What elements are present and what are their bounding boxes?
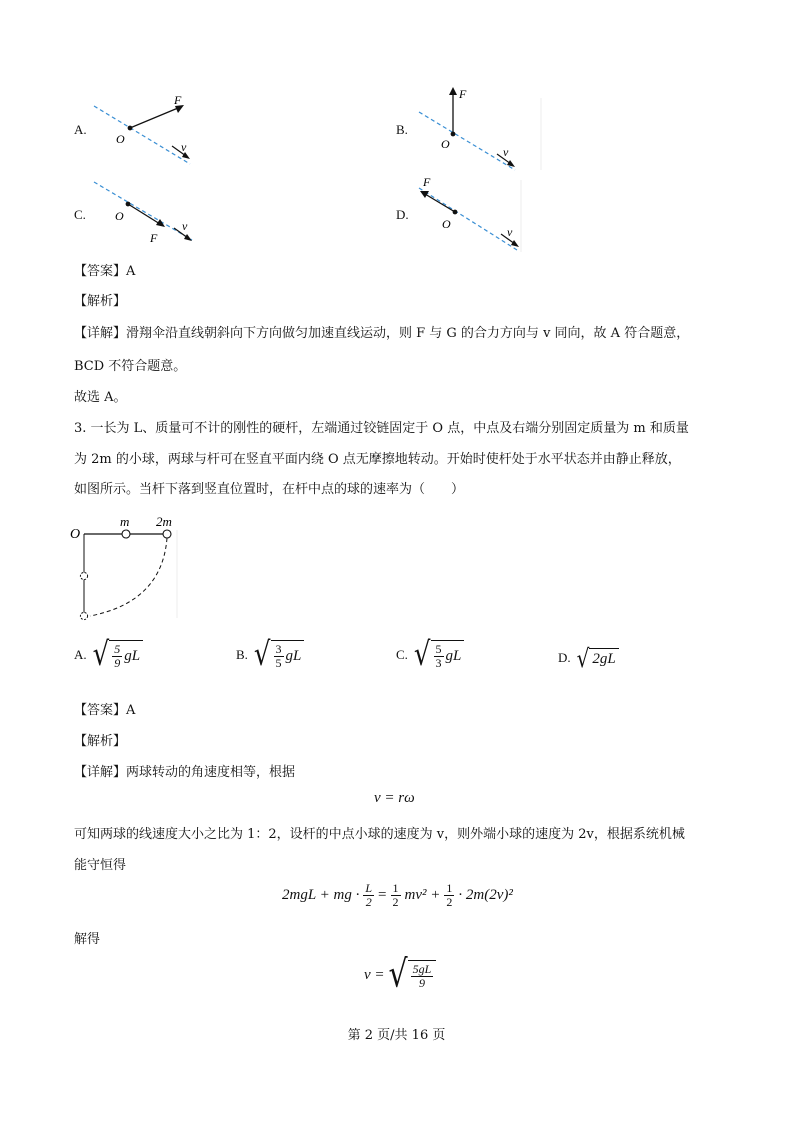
equation-v-r-omega: v = rω [374,790,415,806]
q3-option-d: D. √ 2gL [558,648,619,668]
q2-option-c-diagram [88,176,208,252]
q2-detail-cont: BCD 不符合题意。 [74,359,187,374]
q3-ratio-text: 可知两球的线速度大小之比为 1：2，设杆的中点小球的速度为 v，则外端小球的速度为 2v，根据系统机械 [74,827,685,842]
q3-mass-2m-label: 2m [156,514,172,529]
q2-option-a-diagram [88,90,208,170]
q2-c-point-label: O [115,209,124,223]
q3-stem-line-1: 3. 一长为 L、质量可不计的刚性的硬杆，左端通过铰链固定于 O 点，中点及右端分别固定质量为 m 和质量 [74,421,689,436]
q2-b-point-label: O [441,137,450,151]
q2-analysis-heading: 【解析】 [74,294,127,309]
q2-c-force-label: F [150,231,158,245]
q2-option-d-diagram [415,172,545,256]
q3-energy-text: 能守恒得 [74,858,127,873]
q2-d-point-label: O [442,217,451,231]
q2-option-d-letter: D. [396,207,409,222]
q3-mass-m-label: m [120,514,130,529]
q3-answer: 【答案】A [74,703,136,718]
q2-option-b-letter: B. [396,122,408,137]
q2-b-vel-label: v [503,145,509,159]
q2-a-force-label: F [174,93,182,107]
q3-option-b: B. √ $\frac{3}{5}$ gL [236,640,304,670]
q3-option-c: C. √ $\frac{5}{3}$ gL [396,640,464,670]
q3-stem-line-3: 如图所示。当杆下落到竖直位置时，在杆中点的球的速率为（ ） [74,482,465,497]
q2-answer: 【答案】A [74,264,136,279]
q2-option-b-diagram [415,84,545,174]
q3-detail: 【详解】两球转动的角速度相等，根据 [74,765,296,780]
page-footer: 第 2 页/共 16 页 [347,1028,446,1043]
q3-stem-line-2: 为 2m 的小球，两球与杆可在竖直平面内绕 O 点无摩擦地转动。开始时使杆处于水平状态并由静止释放， [74,452,681,467]
q2-option-c-letter: C. [74,207,86,222]
q2-option-a-letter: A. [74,122,87,137]
equation-energy-conservation: 2mgL + mg · $\frac{L}{2}$ = $\frac{1}{2}$ mv² + $\frac{1}{2}$ · 2m(2v)² [282,881,513,909]
q2-a-point-label: O [116,132,125,146]
q3-analysis-heading: 【解析】 [74,734,127,749]
q2-d-vel-label: v [507,225,513,239]
q3-solve-text: 解得 [74,932,101,947]
q2-c-vel-label: v [182,219,188,233]
q2-detail: 【详解】滑翔伞沿直线朝斜向下方向做匀加速直线运动，则 F 与 G 的合力方向与 v 同向，故 A 符合题意， [74,326,690,341]
q2-d-force-label: F [423,175,431,189]
q3-pivot-label: O [70,527,81,542]
q2-conclusion: 故选 A。 [74,390,127,405]
equation-result: v = √ $\frac{5gL}{9}$ [364,960,436,990]
q2-a-vel-label: v [181,140,187,154]
q3-rod-figure [70,512,200,630]
q3-option-a: A. √ $\frac{5}{9}$ gL [74,640,143,670]
q2-b-force-label: F [459,87,467,101]
